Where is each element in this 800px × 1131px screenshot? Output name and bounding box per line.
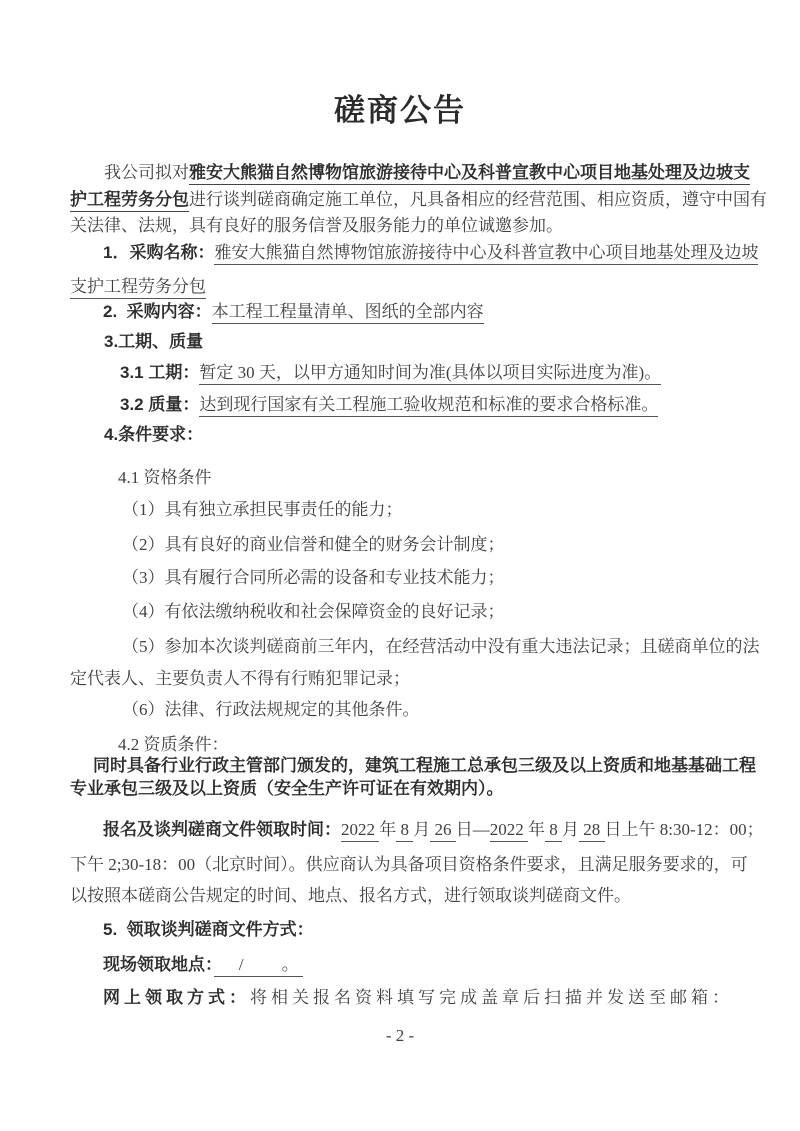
purchase-content-label: 2. 采购内容： (103, 302, 212, 321)
registration-tail: 日上午 8:30-12：00； (604, 820, 764, 839)
registration-sep-5: 月 (562, 820, 579, 839)
purchase-name-line-2 (70, 277, 206, 297)
registration-line-1 (103, 820, 764, 840)
registration-year-1: 2022 (341, 820, 379, 842)
intro-line-1 (104, 163, 750, 183)
schedule-quality-heading (104, 332, 203, 352)
condition-3: （3）具有履行合同所必需的设备和专业技术能力； (122, 568, 505, 587)
onsite-line (103, 955, 303, 975)
credential-heading: 4.2 资质条件： (118, 735, 229, 754)
credential-bold-1: 同时具备行业行政主管部门颁发的，建筑工程施工总承包三级及以上资质和地基基础工程 (93, 756, 756, 775)
quality-line (120, 395, 658, 415)
duration-line (120, 363, 661, 383)
onsite-label: 现场领取地点： (103, 955, 214, 974)
page-number: - 2 - (385, 1026, 415, 1045)
duration-value: 暂定 30 天，以甲方通知时间为准(具体以项目实际进度为准)。 (199, 363, 661, 385)
registration-sep-3: 日— (455, 820, 490, 839)
condition-6: （6）法律、行政法规规定的其他条件。 (122, 700, 420, 719)
registration-sep-4: 年 (528, 820, 545, 839)
collection-heading (103, 920, 314, 940)
intro-lead: 我公司拟对 (104, 163, 189, 182)
onsite-blank-field: / 。 (214, 955, 303, 977)
registration-year-2: 2022 (490, 820, 528, 842)
purchase-name-value-2: 支护工程劳务分包 (70, 277, 206, 299)
quality-label: 3.2 质量： (120, 395, 200, 414)
registration-day-2: 28 (579, 820, 605, 842)
qualification-heading (118, 468, 212, 488)
purchase-name-line-1 (103, 243, 758, 263)
registration-sep-1: 年 (379, 820, 397, 839)
condition-5-line-2: 定代表人、主要负责人不得有行贿犯罪记录； (70, 669, 410, 688)
condition-5-line-1: （5）参加本次谈判磋商前三年内，在经营活动中没有重大违法记录；且磋商单位的法 (122, 637, 760, 656)
schedule-quality-label: 3.工期、质量 (104, 332, 204, 351)
quality-value: 达到现行国家有关工程施工验收规范和标准的要求合格标准。 (199, 395, 658, 417)
registration-line-2: 下午 2;30-18：00（北京时间）。供应商认为具备项目资格条件要求，且满足服务要求的，可 (70, 855, 748, 874)
qualification-label: 4.1 资格条件 (118, 468, 212, 487)
registration-month-1: 8 (396, 820, 413, 842)
duration-label: 3.1 工期： (120, 363, 200, 382)
registration-day-1: 26 (430, 820, 456, 842)
credential-bold-2: 专业承包三级及以上资质（安全生产许可证在有效期内）。 (70, 779, 504, 798)
intro-line-3 (70, 216, 563, 236)
intro-line-2 (70, 190, 767, 210)
registration-label: 报名及谈判磋商文件领取时间： (103, 820, 341, 839)
purchase-name-label: 1．采购名称： (103, 243, 215, 262)
purchase-content-value: 本工程工程量清单、图纸的全部内容 (212, 302, 484, 324)
registration-sep-2: 月 (413, 820, 431, 839)
registration-line-3: 以按照本磋商公告规定的时间、地点、报名方式，进行领取谈判磋商文件。 (70, 886, 631, 905)
registration-month-2: 8 (545, 820, 562, 842)
purchase-content-line (103, 302, 484, 322)
online-label: 网上领取方式： (103, 988, 250, 1007)
requirements-label: 4.条件要求： (104, 425, 204, 444)
page-title: 磋商公告 (334, 93, 466, 128)
project-name-part-2: 护工程劳务分包 (70, 190, 189, 212)
credential-line-2 (70, 779, 504, 799)
collection-label: 5. 领取谈判磋商文件方式： (103, 920, 314, 939)
requirements-heading (104, 425, 203, 445)
purchase-name-value-1: 雅安大熊猫自然博物馆旅游接待中心及科普宣教中心项目地基处理及边坡 (214, 243, 758, 265)
online-line (103, 988, 733, 1008)
condition-1: （1）具有独立承担民事责任的能力； (122, 500, 403, 519)
intro-rest-1: 进行谈判磋商确定施工单位，凡具备相应的经营范围、相应资质，遵守中国有 (189, 190, 767, 209)
online-value: 将相关报名资料填写完成盖章后扫描并发送至邮箱： (250, 988, 733, 1007)
project-name-part-1: 雅安大熊猫自然博物馆旅游接待中心及科普宣教中心项目地基处理及边坡支 (189, 163, 750, 185)
credential-line-1 (93, 756, 756, 776)
condition-4: （4）有依法缴纳税收和社会保障资金的良好记录； (122, 602, 505, 621)
intro-rest-2: 关法律、法规，具有良好的服务信誉及服务能力的单位诚邀参加。 (70, 216, 563, 235)
condition-2: （2）具有良好的商业信誉和健全的财务会计制度； (122, 535, 505, 554)
